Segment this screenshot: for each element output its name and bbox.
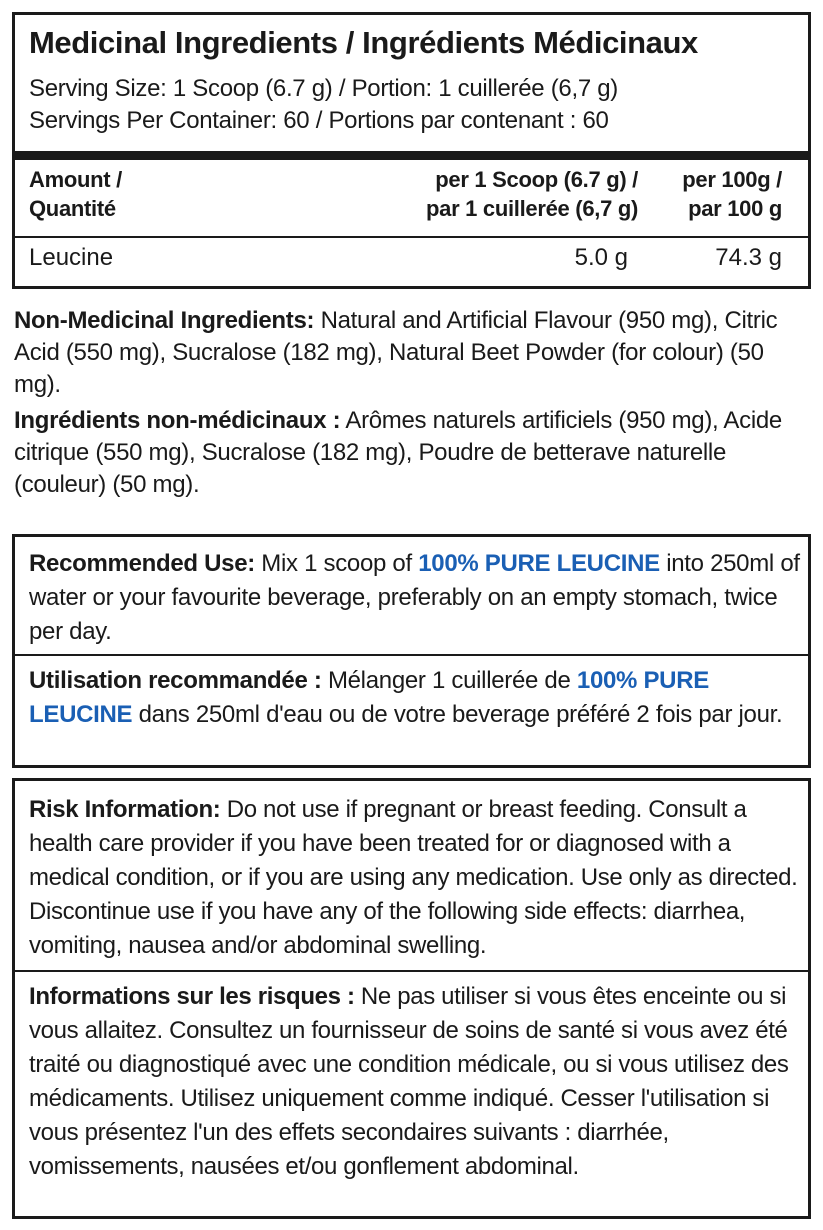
per-scoop-label-fr: par 1 cuillerée (6,7 g)	[426, 196, 638, 221]
column-header-per-scoop	[426, 165, 638, 223]
recommended-use-fr-text-1: Mélanger 1 cuillerée de	[321, 667, 577, 694]
recommended-use-fr	[29, 664, 804, 732]
non-medicinal-en	[14, 305, 814, 401]
column-header-amount	[29, 165, 122, 223]
risk-information-divider	[15, 970, 808, 972]
per-scoop-label-en: per 1 Scoop (6.7 g) /	[435, 167, 638, 192]
non-medicinal-en-label: Non-Medicinal Ingredients:	[14, 307, 315, 334]
recommended-use-divider	[15, 654, 808, 656]
ingredient-per-scoop: 5.0 g	[574, 244, 628, 271]
ingredient-name: Leucine	[29, 244, 114, 271]
column-header-per-100g	[682, 165, 782, 223]
serving-size: Serving Size: 1 Scoop (6.7 g) / Portion: 1 cuillerée (6,7 g)	[29, 75, 618, 102]
risk-information-en-text: Do not use if pregnant or breast feeding. Consult a health care provider if you have been treated for or diagnosed with a medical condition, or if you are using any medication. Use only as directed. Discontinue use if you have any of the following side effects: diarrhea, vomiting, nausea and/or abdominal swelling.	[29, 796, 798, 959]
medicinal-ingredients-box	[12, 12, 811, 289]
non-medicinal-fr	[14, 405, 814, 501]
non-medicinal-fr-text: Arômes naturels artificiels (950 mg), Acide citrique (550 mg), Sucralose (182 mg), Poudre de betterave naturelle (couleur) (50 mg).	[14, 407, 782, 498]
recommended-use-en-text-1: Mix 1 scoop of	[254, 550, 419, 577]
ingredient-per-100g: 74.3 g	[715, 244, 782, 271]
per-100g-label-en: per 100g /	[682, 167, 782, 192]
non-medicinal-en-text: Natural and Artificial Flavour (950 mg), Citric Acid (550 mg), Sucralose (182 mg), Natural Beet Powder (for colour) (50 mg).	[14, 307, 778, 398]
risk-information-fr	[29, 980, 804, 1184]
recommended-use-fr-text-2: dans 250ml d'eau ou de votre beverage préféré 2 fois par jour.	[132, 701, 783, 728]
risk-information-box	[12, 778, 811, 1219]
amount-label-fr: Quantité	[29, 196, 116, 221]
product-name-fr: 100% PURE LEUCINE	[29, 667, 709, 728]
per-100g-label-fr: par 100 g	[688, 196, 782, 221]
risk-information-fr-text: Ne pas utiliser si vous êtes enceinte ou si vous allaitez. Consultez un fournisseur de soins de santé si vous avez été traité ou diagnostiqué avec une condition médicale, ou si vous utilisez des médicaments. Utilisez uniquement comme indiqué. Cesser l'utilisation si vous présentez l'un des effets secondaires suivants : diarrhée, vomissements, nausées et/ou gonflement abdominal.	[29, 983, 789, 1180]
non-medicinal-fr-label: Ingrédients non-médicinaux :	[14, 407, 341, 434]
recommended-use-en-text-2: into 250ml of water or your favourite beverage, preferably on an empty stomach, twice per day.	[29, 550, 800, 645]
recommended-use-fr-label: Utilisation recommandée :	[29, 667, 322, 694]
thick-divider	[15, 151, 808, 160]
amount-label-en: Amount /	[29, 167, 122, 192]
medicinal-title: Medicinal Ingredients / Ingrédients Médicinaux	[29, 25, 698, 60]
recommended-use-en	[29, 547, 804, 649]
risk-information-en-label: Risk Information:	[29, 796, 221, 823]
risk-information-en	[29, 793, 804, 963]
product-name-en: 100% PURE LEUCINE	[418, 550, 660, 577]
recommended-use-box	[12, 534, 811, 768]
risk-information-fr-label: Informations sur les risques :	[29, 983, 355, 1010]
thin-divider	[15, 236, 808, 238]
servings-per-container: Servings Per Container: 60 / Portions par contenant : 60	[29, 107, 609, 134]
recommended-use-en-label: Recommended Use:	[29, 550, 255, 577]
